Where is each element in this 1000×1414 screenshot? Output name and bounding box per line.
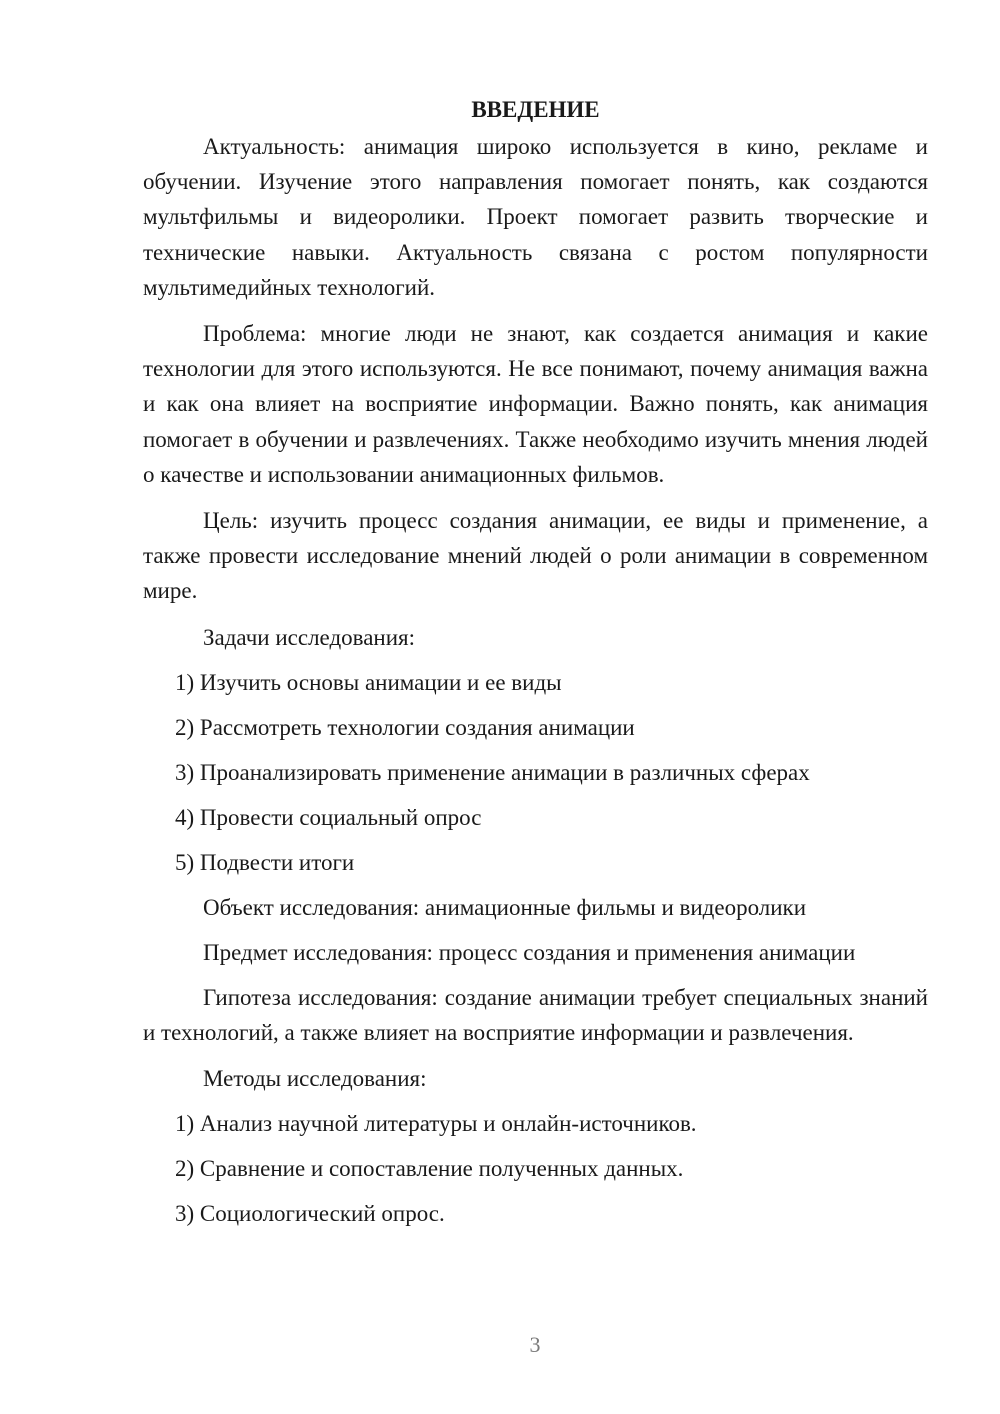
- paragraph-goal: Цель: изучить процесс создания анимации, ее виды и применение, а также провести исследование мнений людей о роли анимации в современном мире.: [143, 508, 928, 604]
- list-item: 3) Социологический опрос.: [175, 1201, 445, 1227]
- page-number: 3: [529, 1332, 541, 1357]
- paragraph-relevance: Актуальность: анимация широко используется в кино, рекламе и обучении. Изучение этого направления помогает понять, как создаются мультфильмы и видеоролики. Проект помогает развить творческие и технические навыки. Актуальность связана с ростом популярности мультимедийных технологий.: [143, 134, 928, 300]
- document-page: [143, 94, 928, 1241]
- list-item: 4) Провести социальный опрос: [175, 804, 482, 830]
- paragraph-problem: Проблема: многие люди не знают, как создается анимация и какие технологии для этого используются. Не все понимают, почему анимация важна и как она влияет на восприятие информации. Важно понять, как анимация помогает в обучении и развлечениях. Также необходимо изучить мнения людей о качестве и использовании анимационных фильмов.: [143, 321, 928, 487]
- methods-list: [143, 1106, 928, 1231]
- research-subject: Предмет исследования: процесс создания и применения анимации: [203, 939, 856, 965]
- tasks-list: [143, 665, 928, 880]
- paragraph-hypothesis: Гипотеза исследования: создание анимации требует специальных знаний и технологий, а также влияет на восприятие информации и развлечения.: [143, 984, 928, 1045]
- list-item: 3) Проанализировать применение анимации в различных сферах: [175, 759, 810, 785]
- tasks-heading: Задачи исследования:: [203, 624, 416, 650]
- list-item: 2) Рассмотреть технологии создания анимации: [175, 714, 635, 740]
- methods-heading: Методы исследования:: [203, 1066, 427, 1092]
- research-object: Объект исследования: анимационные фильмы и видеоролики: [203, 894, 807, 920]
- list-item: 1) Изучить основы анимации и ее виды: [175, 669, 562, 695]
- list-item: 1) Анализ научной литературы и онлайн-источников.: [175, 1111, 697, 1137]
- list-item: 2) Сравнение и сопоставление полученных данных.: [175, 1156, 684, 1182]
- page-title: ВВЕДЕНИЕ: [471, 97, 600, 122]
- list-item: 5) Подвести итоги: [175, 849, 355, 875]
